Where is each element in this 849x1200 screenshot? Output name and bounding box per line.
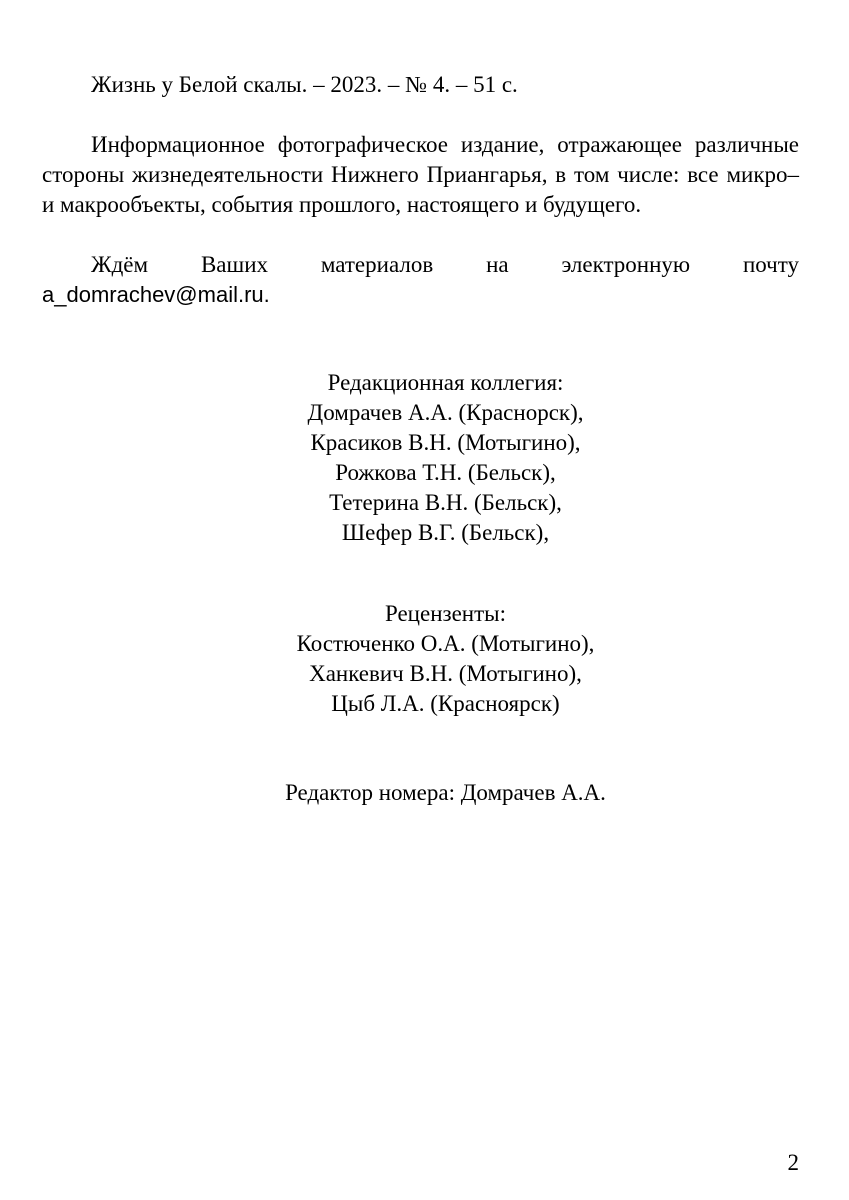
citation-line: Жизнь у Белой скалы. – 2023. – № 4. – 51 с. [91, 72, 518, 97]
editorial-board [42, 368, 849, 548]
reviewer: Костюченко О.А. (Мотыгино), [296, 631, 595, 656]
issue-editor [42, 778, 849, 808]
reviewer: Цыб Л.А. (Красноярск) [331, 691, 560, 716]
description-paragraph: Информационное фотографическое издание, отражающее различные стороны жизнедеятельности Нижнего Приангарья, в том числе: все микро– и макрообъекты, события прошлого, настоящего и будущего. [42, 132, 799, 217]
board-member: Тетерина В.Н. (Бельск), [329, 490, 562, 515]
contact-email: a_domrachev@mail.ru. [42, 282, 270, 307]
reviewers-heading: Рецензенты: [384, 601, 507, 626]
issue-editor-line: Редактор номера: Домрачев А.А. [285, 780, 606, 805]
board-member: Рожкова Т.Н. (Бельск), [335, 460, 556, 485]
invite-word: Ваших [200, 252, 269, 277]
invite-word: почту [742, 252, 799, 277]
invite-word: Ждём [91, 252, 149, 277]
editorial-board-heading: Редакционная коллегия: [327, 370, 564, 395]
board-member: Красиков В.Н. (Мотыгино), [310, 430, 581, 455]
invite-line [42, 250, 799, 280]
reviewer: Ханкевич В.Н. (Мотыгино), [309, 661, 582, 686]
board-member: Домрачев А.А. (Краснорск), [307, 400, 584, 425]
board-member: Шефер В.Г. (Бельск), [341, 520, 550, 545]
reviewers [42, 599, 849, 719]
invite-word: электронную [561, 252, 691, 277]
invite-word: материалов [320, 252, 434, 277]
page-number: 2 [787, 1150, 799, 1175]
submission-invite [42, 250, 799, 310]
invite-word: на [486, 252, 509, 277]
